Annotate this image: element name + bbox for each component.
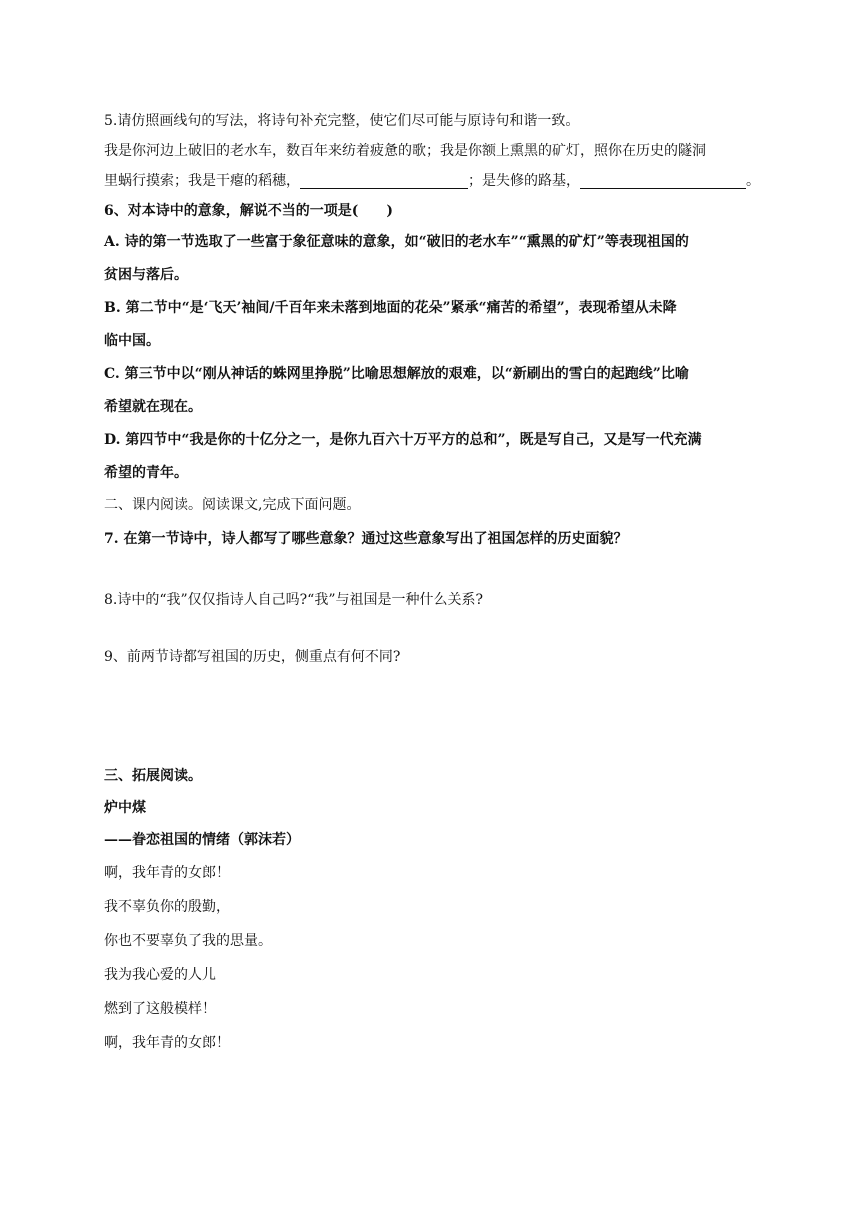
- option-c-line1: C. 第三节中以“刚从神话的蛛网里挣脱”比喻思想解放的艰难，以“新刷出的雪白的起跑线”比喻: [104, 366, 689, 382]
- option-d-line2: 希望的青年。: [104, 465, 188, 481]
- answer-space-9[interactable]: [104, 672, 760, 760]
- section-2-heading: 二、课内阅读。阅读课文,完成下面问题。: [104, 497, 361, 513]
- answer-blank-2[interactable]: [580, 172, 746, 189]
- poem-line: 你也不要辜负了我的思量。: [104, 933, 272, 949]
- option-a-line2: 贫困与落后。: [104, 267, 188, 283]
- option-c-line2: 希望就在现在。: [104, 399, 202, 415]
- worksheet-page: [104, 106, 760, 1060]
- question-5-text-part-b: ；是失修的路基，: [468, 173, 580, 189]
- poem-line: 我为我心爱的人儿: [104, 967, 216, 983]
- poem-line: 燃到了这般模样！: [104, 1001, 216, 1017]
- option-b-line1: B. 第二节中“是‘飞天’袖间/千百年来未落到地面的花朵”紧承“痛苦的希望”，表现希望从未降: [104, 300, 677, 316]
- poem-line: 啊，我年青的女郎！: [104, 1035, 230, 1051]
- poem-subtitle: ——眷恋祖国的情绪（郭沫若）: [104, 832, 300, 848]
- question-5-text-part-c: 。: [746, 173, 760, 189]
- question-9: 9、前两节诗都写祖国的历史，侧重点有何不同?: [104, 649, 401, 665]
- question-8: 8.诗中的“我”仅仅指诗人自己吗?“我”与祖国是一种什么关系?: [104, 592, 483, 608]
- question-5-text-line2: [104, 166, 760, 196]
- question-7: 7. 在第一节诗中，诗人都写了哪些意象？通过这些意象写出了祖国怎样的历史面貌？: [104, 531, 628, 547]
- poem-title: 炉中煤: [104, 800, 146, 816]
- answer-blank-1[interactable]: [300, 172, 468, 189]
- question-5-text-line1: 我是你河边上破旧的老水车，数百年来纺着疲惫的歌；我是你额上熏黑的矿灯，照你在历史的隧洞: [104, 143, 706, 159]
- option-a-line1: A. 诗的第一节选取了一些富于象征意味的意象，如“破旧的老水车”“熏黑的矿灯”等表现祖国的: [104, 234, 689, 250]
- answer-space-7[interactable]: [104, 558, 760, 585]
- answer-space-8[interactable]: [104, 615, 760, 642]
- question-5-text-part-a: 里蜗行摸索；我是干瘪的稻穗，: [104, 173, 300, 189]
- option-d-line1: D. 第四节中“我是你的十亿分之一，是你九百六十万平方的总和”，既是写自己，又是写一代充满: [104, 432, 702, 448]
- section-3-heading: 三、拓展阅读。: [104, 768, 202, 784]
- option-b-line2: 临中国。: [104, 333, 160, 349]
- question-5-prompt: 5.请仿照画线句的写法，将诗句补充完整，使它们尽可能与原诗句和谐一致。: [104, 113, 580, 129]
- question-6-prompt: 6、对本诗中的意象，解说不当的一项是( ): [104, 203, 393, 219]
- poem-line: 啊，我年青的女郎！: [104, 865, 230, 881]
- poem-line: 我不辜负你的殷勤，: [104, 899, 230, 915]
